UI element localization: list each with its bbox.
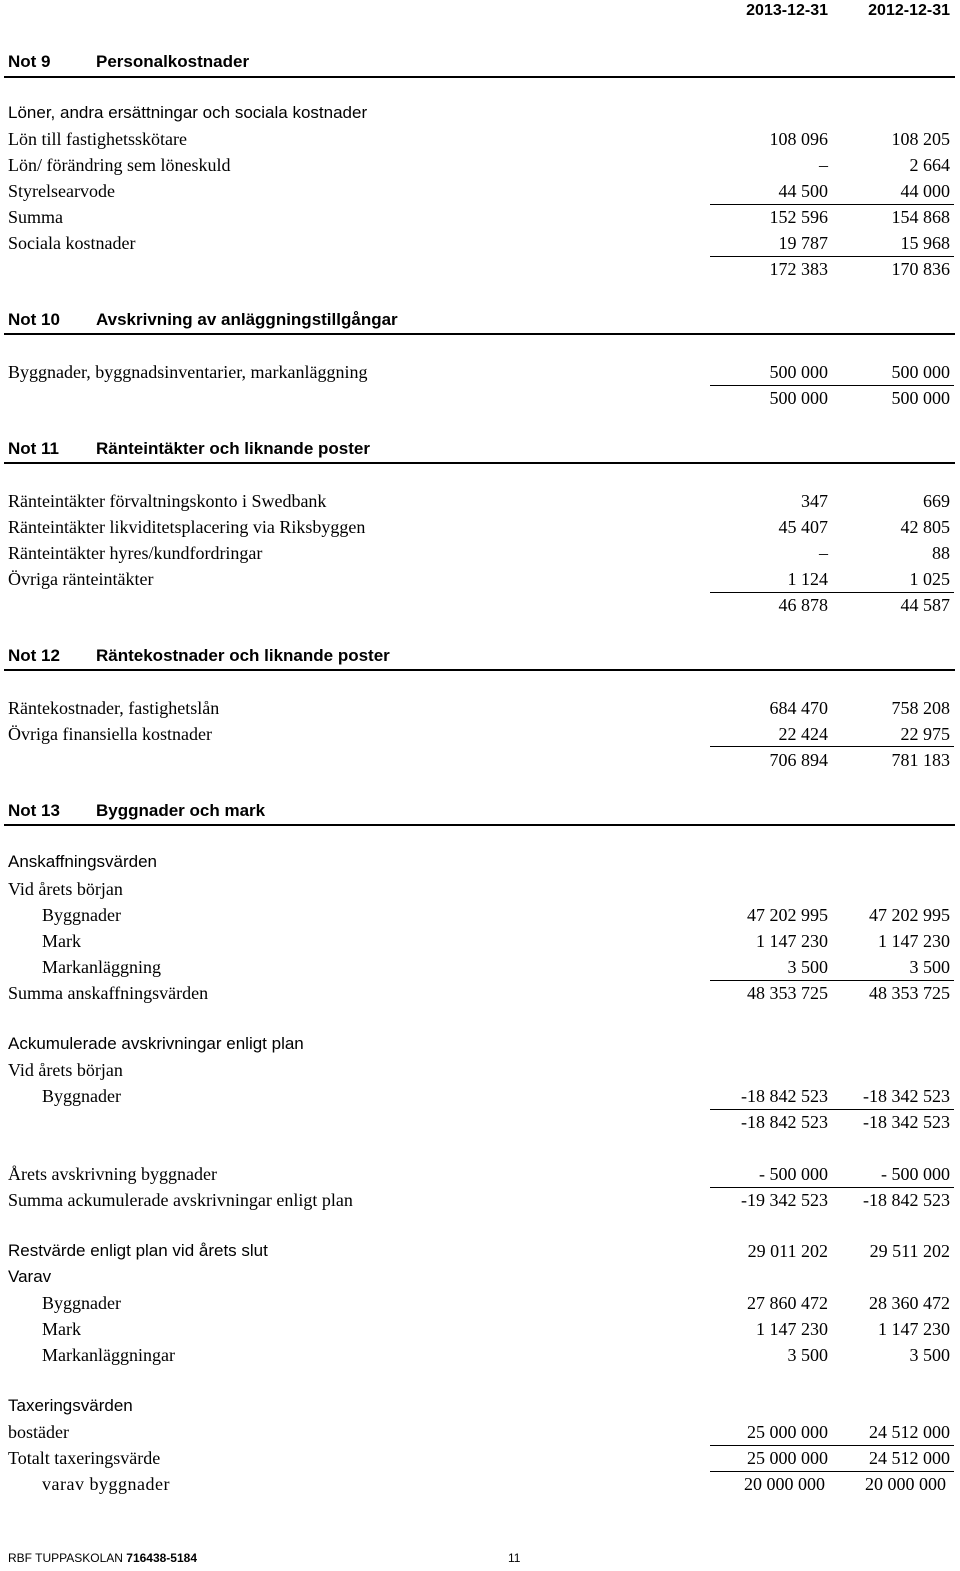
note-title: Räntekostnader och liknande poster xyxy=(96,646,390,665)
total-row: -18 842 523 -18 342 523 xyxy=(741,1112,950,1132)
subheading: Löner, andra ersättningar och sociala kostnader xyxy=(8,103,368,122)
note-number: Not 11 xyxy=(8,439,60,458)
table-row: Mark 1 147 230 1 147 230 xyxy=(42,931,950,951)
note-number: Not 10 xyxy=(8,310,60,329)
total-row: Summa anskaffningsvärden 48 353 725 48 353 725 xyxy=(8,983,950,1003)
table-row: bostäder 25 000 000 24 512 000 xyxy=(8,1422,950,1442)
note-divider xyxy=(4,824,955,826)
subheading: Varav xyxy=(8,1267,52,1286)
total-row: 706 894 781 183 xyxy=(769,750,950,770)
note-number: Not 13 xyxy=(8,801,60,820)
residual-row: Restvärde enligt plan vid årets slut 29 011 202 29 511 202 xyxy=(8,1241,950,1261)
note-title: Avskrivning av anläggningstillgångar xyxy=(96,310,398,329)
total-row: Summa ackumulerade avskrivningar enligt plan -19 342 523 -18 842 523 xyxy=(8,1190,950,1210)
note-9-heading xyxy=(0,50,960,76)
table-row: Ränteintäkter hyres/kundfordringar – 88 xyxy=(8,543,950,563)
total-row: Totalt taxeringsvärde 25 000 000 24 512 000 xyxy=(8,1448,950,1468)
footer-company: RBF TUPPASKOLAN 716438-5184 xyxy=(8,1551,197,1565)
note-title: Personalkostnader xyxy=(96,52,250,71)
subheading: Anskaffningsvärden xyxy=(8,852,158,871)
table-row: Markanläggningar 3 500 3 500 xyxy=(42,1345,950,1365)
table-row: Lön/ förändring sem löneskuld – 2 664 xyxy=(8,155,950,175)
table-row: Markanläggning 3 500 3 500 xyxy=(42,957,950,977)
table-row: Övriga ränteintäkter 1 124 1 025 xyxy=(8,569,950,589)
table-row: Vid årets början xyxy=(8,1060,123,1080)
table-row: Mark 1 147 230 1 147 230 xyxy=(42,1319,950,1339)
total-row: 500 000 500 000 xyxy=(769,388,950,408)
table-row: Byggnader 27 860 472 28 360 472 xyxy=(42,1293,950,1313)
note-divider xyxy=(4,333,955,335)
table-row: Vid årets början xyxy=(8,879,123,899)
table-row: Byggnader -18 842 523 -18 342 523 xyxy=(42,1086,950,1106)
total-row: 46 878 44 587 xyxy=(778,595,950,615)
page-number: 11 xyxy=(508,1551,521,1565)
subheading: Taxeringsvärden xyxy=(8,1396,133,1415)
note-divider xyxy=(4,76,955,78)
note-number: Not 12 xyxy=(8,646,60,665)
underline xyxy=(832,746,954,747)
table-row: Byggnader, byggnadsinventarier, markanläggning 500 000 500 000 xyxy=(8,362,950,382)
table-row: Ränteintäkter förvaltningskonto i Swedbank 347 669 xyxy=(8,491,950,511)
table-row: Ränteintäkter likviditetsplacering via Riksbyggen 45 407 42 805 xyxy=(8,517,950,537)
note-divider xyxy=(4,462,955,464)
table-row: Lön till fastighetsskötare 108 096 108 205 xyxy=(8,129,950,149)
note-divider xyxy=(4,669,955,671)
table-row: Byggnader 47 202 995 47 202 995 xyxy=(42,905,950,925)
table-row: Styrelsearvode 44 500 44 000 xyxy=(8,181,950,201)
note-10-heading xyxy=(0,308,960,334)
footer-orgnr: 716438-5184 xyxy=(126,1551,197,1565)
subheading: Ackumulerade avskrivningar enligt plan xyxy=(8,1034,304,1053)
note-12-heading xyxy=(0,644,960,670)
note-13-heading xyxy=(0,799,960,825)
note-title: Ränteintäkter och liknande poster xyxy=(96,439,370,458)
table-row: Sociala kostnader 19 787 15 968 xyxy=(8,233,950,253)
underline xyxy=(710,746,832,747)
table-row: Summa 152 596 154 868 xyxy=(8,207,950,227)
column-header-2013: 2013-12-31 xyxy=(746,2,828,19)
column-header-2012: 2012-12-31 xyxy=(868,2,950,19)
table-row: Räntekostnader, fastighetslån 684 470 758 208 xyxy=(8,698,950,718)
note-number: Not 9 xyxy=(8,52,51,71)
table-row: Övriga finansiella kostnader 22 424 22 975 xyxy=(8,724,950,744)
total-row: 172 383 170 836 xyxy=(769,259,950,279)
table-row: Årets avskrivning byggnader - 500 000 - 500 000 xyxy=(8,1164,950,1184)
note-title: Byggnader och mark xyxy=(96,801,266,820)
note-11-heading xyxy=(0,437,960,463)
table-row: varav byggnader 20 000 000 20 000 000 xyxy=(42,1474,946,1494)
